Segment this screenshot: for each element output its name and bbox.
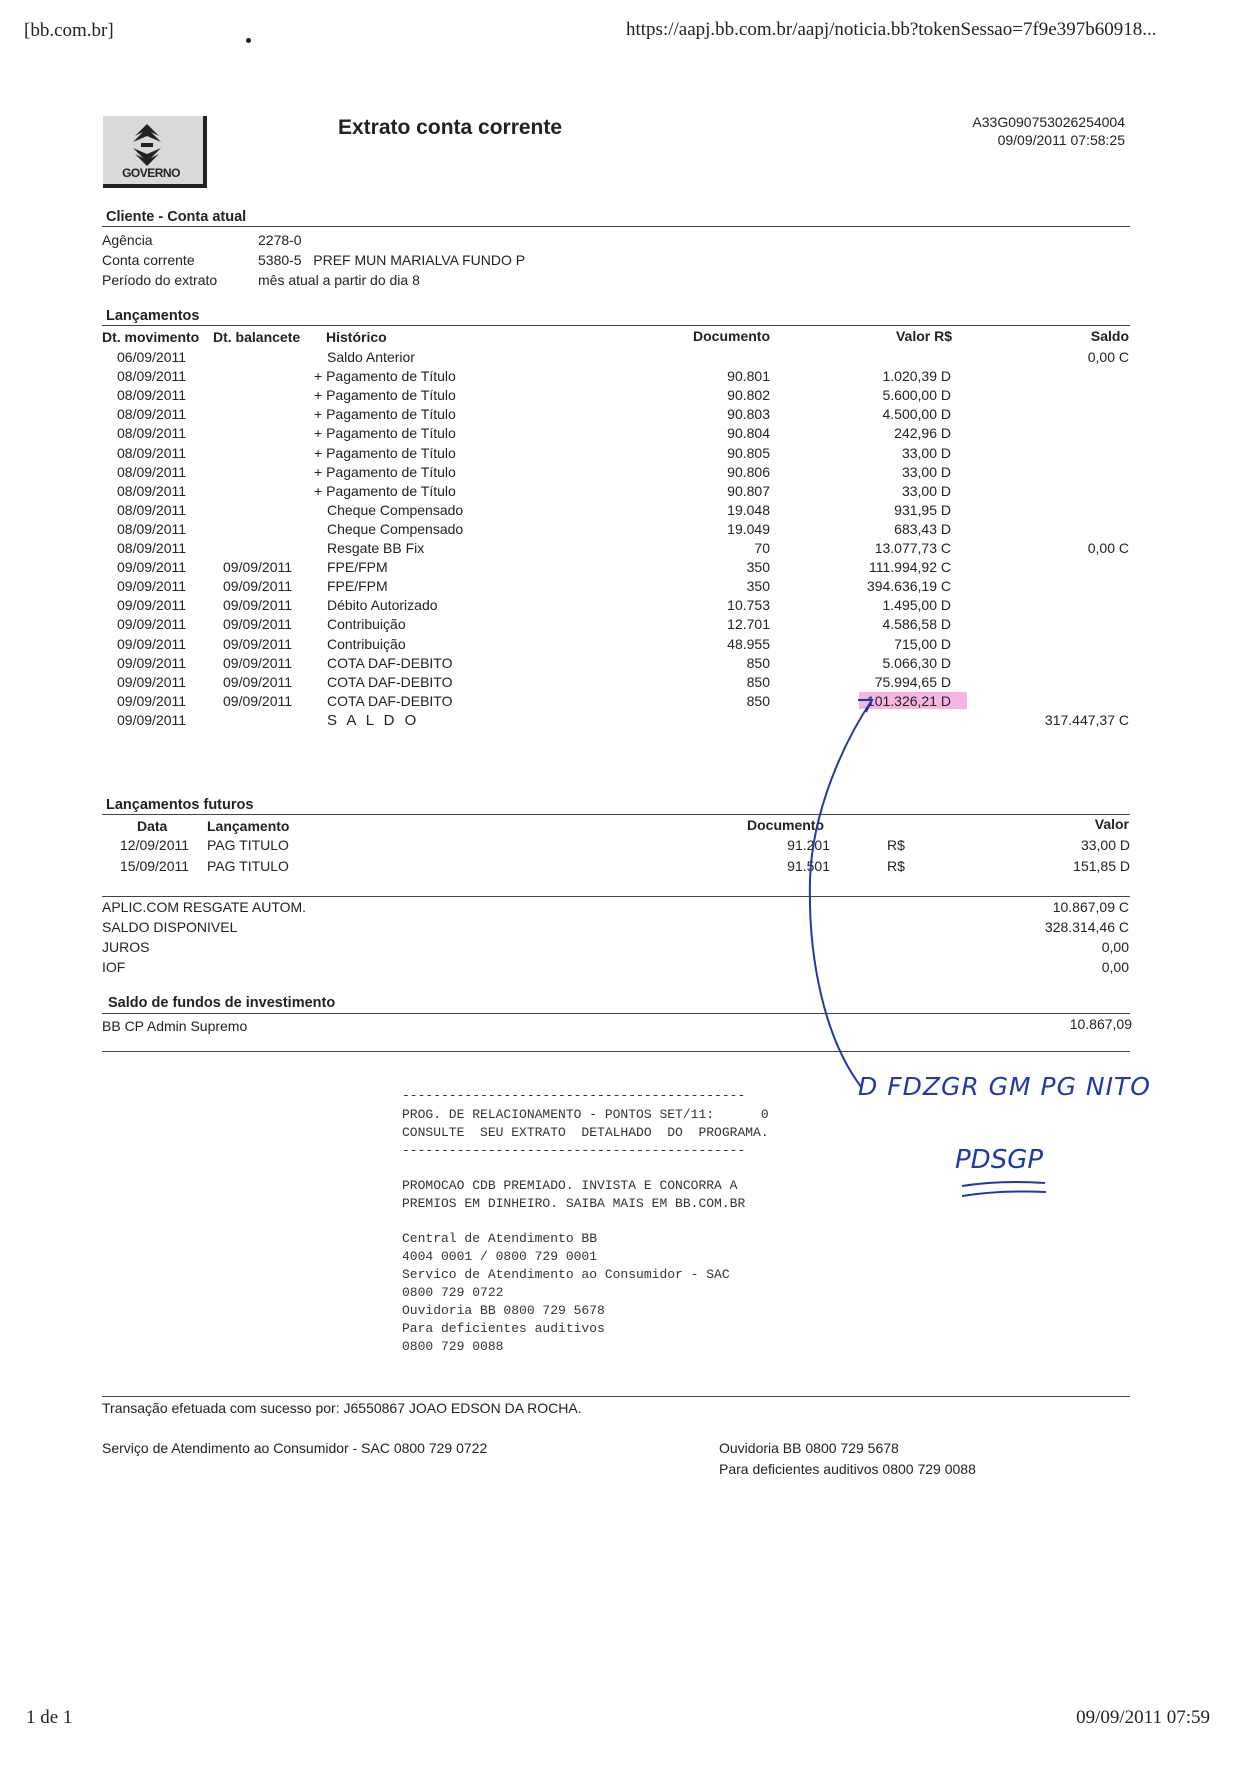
cell-dt-movimento: 09/09/2011 [117, 673, 187, 690]
cell-dt-balancete: 09/09/2011 [223, 559, 293, 576]
cell-dt-movimento: 09/09/2011 [117, 559, 187, 576]
cell-dt-movimento: 08/09/2011 [117, 482, 187, 499]
cell-valor: 33,00 D [901, 463, 951, 480]
cell-dt-balancete: 09/09/2011 [223, 597, 293, 614]
cell-valor: 151,85 D [1073, 858, 1130, 874]
cell-valor: 5.066,30 D [882, 654, 951, 671]
cell-dt-movimento: 08/09/2011 [117, 387, 187, 404]
print-datetime: 09/09/2011 07:59 [1076, 1707, 1210, 1728]
cell-valor: 683,43 D [894, 520, 951, 537]
cell-documento: 90.806 [727, 463, 770, 480]
cell-dt-balancete: 09/09/2011 [223, 578, 293, 595]
cell-valor: 1.020,39 D [882, 368, 951, 385]
cell-documento: 350 [746, 578, 770, 595]
page-number: 1 de 1 [26, 1707, 73, 1728]
cell-documento: 10.753 [727, 597, 770, 614]
cell-documento: 350 [746, 559, 770, 576]
cell-dt-movimento: 08/09/2011 [117, 425, 187, 442]
mono-sac-phone: 0800 729 0722 [402, 1285, 504, 1300]
section-lancamentos: Lançamentos [106, 308, 200, 324]
cell-saldo: 0,00 C [1087, 349, 1129, 365]
cell-historico: + Pagamento de Título [314, 368, 456, 385]
handwritten-note: D FDZGR GM PG NITO [858, 1072, 1151, 1101]
col-dt-balancete: Dt. balancete [213, 329, 301, 345]
mono-prog-1: PROG. DE RELACIONAMENTO - PONTOS SET/11: 0 [402, 1107, 769, 1122]
cell-valor: 33,00 D [901, 482, 951, 499]
cell-dt-balancete: 09/09/2011 [223, 616, 293, 633]
value-conta: 5380-5 PREF MUN MARIALVA FUNDO P [258, 252, 526, 268]
resumo-label: SALDO DISPONIVEL [102, 919, 238, 935]
cell-valor: 101.326,21 D [866, 692, 951, 709]
cell-dt-movimento: 09/09/2011 [117, 578, 187, 595]
value-periodo: mês atual a partir do dia 8 [258, 272, 420, 288]
transacao-text: Transação efetuada com sucesso por: J6550867 JOAO EDSON DA ROCHA. [102, 1400, 582, 1416]
cell-historico: + Pagamento de Título [314, 406, 456, 423]
cell-documento: 90.801 [727, 368, 770, 385]
cell-valor: 13.077,73 C [874, 540, 951, 556]
cell-currency: R$ [887, 837, 905, 853]
cell-dt-balancete: 09/09/2011 [223, 692, 293, 709]
value-agencia: 2278-0 [258, 232, 302, 248]
resumo-label: IOF [102, 959, 126, 975]
cell-dt-movimento: 09/09/2011 [117, 692, 187, 709]
cell-dt-movimento: 08/09/2011 [117, 463, 187, 480]
footer-sac: Serviço de Atendimento ao Consumidor - SAC 0800 729 0722 [102, 1440, 488, 1456]
cell-dt-movimento: 08/09/2011 [117, 444, 187, 461]
cell-dt-movimento: 08/09/2011 [117, 540, 187, 556]
col-lancamento: Lançamento [207, 818, 290, 834]
cell-historico: Cheque Compensado [327, 520, 464, 537]
cell-historico: + Pagamento de Título [314, 482, 456, 499]
cell-historico: + Pagamento de Título [314, 425, 456, 442]
cell-dt-movimento: 09/09/2011 [117, 711, 187, 728]
cell-documento: 91.201 [787, 837, 830, 853]
cell-historico: Contribuição [327, 635, 406, 652]
cell-documento: 19.049 [727, 520, 770, 537]
cell-historico: Resgate BB Fix [327, 540, 425, 556]
resumo-value: 0,00 [1101, 939, 1129, 955]
cell-saldo: 317.447,37 C [1044, 711, 1129, 728]
mono-deficientes-phone: 0800 729 0088 [402, 1339, 504, 1354]
handwritten-signature: PDSGP [955, 1145, 1044, 1175]
doc-datetime: 09/09/2011 07:58:25 [997, 132, 1125, 148]
cell-dt-movimento: 08/09/2011 [117, 406, 187, 423]
cell-documento: 850 [746, 692, 770, 709]
cell-historico: FPE/FPM [327, 559, 388, 576]
cell-dt-movimento: 08/09/2011 [117, 520, 187, 537]
site-label: [bb.com.br] [24, 20, 114, 41]
mono-prog-2: CONSULTE SEU EXTRATO DETALHADO DO PROGRAMA. [402, 1125, 769, 1140]
cell-documento: 91.501 [787, 858, 830, 874]
cell-valor: 4.586,58 D [882, 616, 951, 633]
resumo-label: APLIC.COM RESGATE AUTOM. [102, 899, 307, 915]
page-url[interactable]: https://aapj.bb.com.br/aapj/noticia.bb?tokenSessao=7f9e397b60918... [626, 19, 1157, 40]
cell-historico: COTA DAF-DEBITO [327, 673, 453, 690]
cell-valor: 111.994,92 C [869, 559, 951, 576]
label-agencia: Agência [102, 232, 153, 248]
section-futuros: Lançamentos futuros [106, 797, 254, 813]
label-periodo: Período do extrato [102, 272, 218, 288]
cell-dt-balancete: 09/09/2011 [223, 673, 293, 690]
mono-central: Central de Atendimento BB [402, 1231, 598, 1246]
cell-saldo: 0,00 C [1087, 540, 1129, 556]
cell-data: 15/09/2011 [120, 858, 190, 874]
cell-valor: 931,95 D [894, 501, 951, 518]
cell-documento: 48.955 [727, 635, 770, 652]
cell-valor: 4.500,00 D [882, 406, 951, 423]
resumo-value: 10.867,09 C [1052, 899, 1129, 915]
cell-dt-balancete: 09/09/2011 [223, 635, 293, 652]
cell-dt-movimento: 09/09/2011 [117, 654, 187, 671]
cell-historico: COTA DAF-DEBITO [327, 692, 453, 709]
doc-code: A33G090753026254004 [972, 114, 1125, 130]
footer-ouvidoria: Ouvidoria BB 0800 729 5678 [719, 1440, 899, 1456]
cell-historico: + Pagamento de Título [314, 444, 456, 461]
cell-lancamento: PAG TITULO [207, 837, 289, 853]
page-title: Extrato conta corrente [338, 116, 563, 139]
cell-historico: S A L D O [327, 711, 420, 729]
mono-ouvidoria: Ouvidoria BB 0800 729 5678 [402, 1303, 605, 1318]
cell-dt-movimento: 09/09/2011 [117, 635, 187, 652]
mono-central-phone: 4004 0001 / 0800 729 0001 [402, 1249, 598, 1264]
cell-dt-movimento: 06/09/2011 [117, 349, 187, 365]
cell-documento: 90.802 [727, 387, 770, 404]
cell-valor: 394.636,19 C [866, 578, 951, 595]
cell-valor: 33,00 D [901, 444, 951, 461]
col-data: Data [137, 818, 168, 834]
fundo-value: 10.867,09 [1069, 1016, 1132, 1032]
cell-historico: Saldo Anterior [327, 349, 415, 365]
resumo-label: JUROS [102, 939, 150, 955]
cell-documento: 90.805 [727, 444, 770, 461]
cell-valor: 242,96 D [894, 425, 951, 442]
mono-promo-2: PREMIOS EM DINHEIRO. SAIBA MAIS EM BB.COM.BR [402, 1196, 746, 1211]
col-valor-futuro: Valor [1094, 816, 1129, 832]
cell-dt-movimento: 09/09/2011 [117, 616, 187, 633]
section-fundos: Saldo de fundos de investimento [108, 995, 336, 1011]
mono-dashes-2: -------------------------------------------- [402, 1143, 746, 1158]
cell-documento: 90.807 [727, 482, 770, 499]
cell-lancamento: PAG TITULO [207, 858, 289, 874]
col-dt-movimento: Dt. movimento [102, 329, 200, 345]
cell-documento: 850 [746, 673, 770, 690]
cell-documento: 90.803 [727, 406, 770, 423]
col-documento: Documento [693, 328, 770, 344]
mono-deficientes: Para deficientes auditivos [402, 1321, 605, 1336]
cell-dt-movimento: 08/09/2011 [117, 368, 187, 385]
fundo-name: BB CP Admin Supremo [102, 1018, 248, 1034]
cell-documento: 12.701 [727, 616, 770, 633]
cell-historico: Cheque Compensado [327, 501, 464, 518]
cell-valor: 33,00 D [1080, 837, 1130, 853]
label-conta: Conta corrente [102, 252, 195, 268]
cell-historico: Contribuição [327, 616, 406, 633]
mono-sac: Servico de Atendimento ao Consumidor - SAC [402, 1267, 730, 1282]
mono-dashes-1: -------------------------------------------- [402, 1088, 746, 1103]
cell-valor: 5.600,00 D [882, 387, 951, 404]
cell-dt-balancete: 09/09/2011 [223, 654, 293, 671]
cell-documento: 90.804 [727, 425, 770, 442]
col-documento-futuro: Documento [747, 817, 824, 833]
col-saldo: Saldo [1090, 328, 1129, 344]
cell-valor: 715,00 D [894, 635, 951, 652]
cell-dt-movimento: 08/09/2011 [117, 501, 187, 518]
cell-historico: + Pagamento de Título [314, 463, 456, 480]
cell-valor: 1.495,00 D [882, 597, 951, 614]
section-cliente: Cliente - Conta atual [106, 209, 247, 225]
resumo-value: 328.314,46 C [1044, 919, 1129, 935]
resumo-value: 0,00 [1101, 959, 1129, 975]
cell-currency: R$ [887, 858, 905, 874]
col-valor: Valor R$ [895, 328, 952, 344]
col-historico: Histórico [326, 329, 387, 345]
footer-deficientes: Para deficientes auditivos 0800 729 0088 [719, 1461, 976, 1477]
cell-historico: + Pagamento de Título [314, 387, 456, 404]
cell-valor: 75.994,65 D [874, 673, 951, 690]
cell-historico: Débito Autorizado [327, 597, 438, 614]
cell-documento: 19.048 [727, 501, 770, 518]
cell-documento: 70 [754, 540, 770, 556]
logo-text: GOVERNO [122, 166, 180, 180]
cell-historico: COTA DAF-DEBITO [327, 654, 453, 671]
cell-dt-movimento: 09/09/2011 [117, 597, 187, 614]
cell-data: 12/09/2011 [120, 837, 190, 853]
mono-promo-1: PROMOCAO CDB PREMIADO. INVISTA E CONCORRA A [402, 1178, 738, 1193]
cell-documento: 850 [746, 654, 770, 671]
cell-historico: FPE/FPM [327, 578, 388, 595]
